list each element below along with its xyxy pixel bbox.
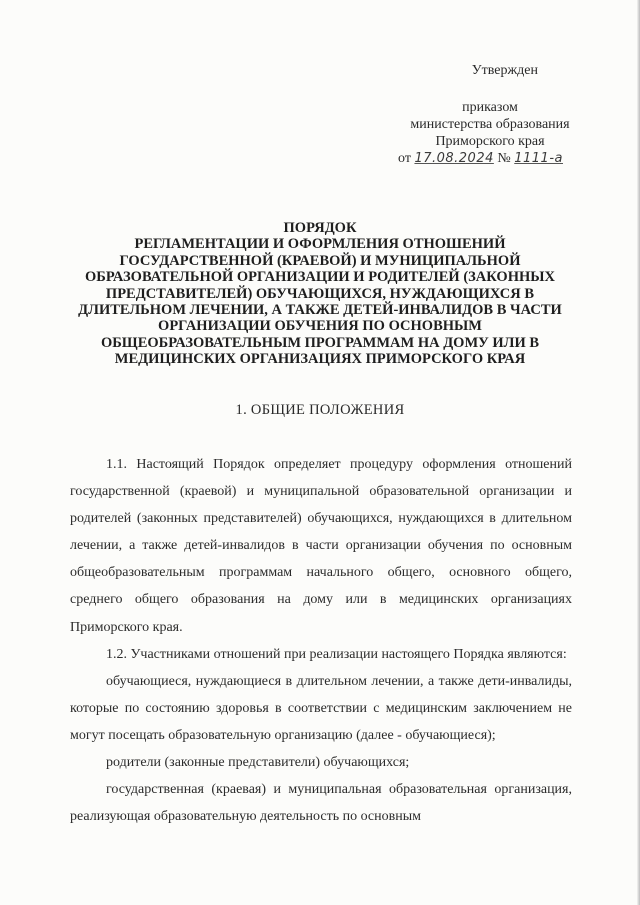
document-title (50, 220, 590, 368)
paragraph-1-2: 1.2. Участниками отношений при реализации настоящего Порядка являются: (106, 646, 567, 662)
number-label: № (497, 151, 511, 166)
handwritten-number: 1111-а (514, 151, 563, 166)
paragraph-participants-parents: родители (законные представители) обучающихся; (106, 755, 410, 771)
paragraph-participants-organization: государственная (краевая) и муниципальная образовательная организация, реализующая образовательную деятельность по основным (70, 782, 572, 825)
document-body (70, 451, 572, 830)
title-line-1: ПОРЯДОК (283, 220, 357, 236)
order-date-number-line (390, 150, 590, 167)
order-line-3: Приморского края (435, 134, 545, 149)
title-line-5: ПРЕДСТАВИТЕЛЕЙ) ОБУЧАЮЩИХСЯ, НУЖДАЮЩИХСЯ В (105, 285, 535, 302)
title-line-2: РЕГЛАМЕНТАЦИИ И ОФОРМЛЕНИЯ ОТНОШЕНИЙ (134, 236, 506, 253)
title-line-7: ОРГАНИЗАЦИИ ОБУЧЕНИЯ ПО ОСНОВНЫМ (158, 318, 482, 335)
paragraph-participants-students: обучающиеся, нуждающиеся в длительном лечении, а также дети-инвалиды, которые по состоянию здоровья в соответствии с медицинским заключением не могут посещать образовательную организацию (далее - обучающиеся); (70, 673, 572, 743)
handwritten-date: 17.08.2024 (414, 151, 494, 166)
approval-stamp-block (390, 62, 590, 167)
section-heading: 1. ОБЩИЕ ПОЛОЖЕНИЯ (235, 402, 405, 418)
title-line-3: ГОСУДАРСТВЕННОЙ (КРАЕВОЙ) И МУНИЦИПАЛЬНОЙ (119, 252, 521, 269)
title-line-4: ОБРАЗОВАТЕЛЬНОЙ ОРГАНИЗАЦИИ И РОДИТЕЛЕЙ (ЗАКОННЫХ (85, 269, 555, 286)
title-line-6: ДЛИТЕЛЬНОМ ЛЕЧЕНИИ, А ТАКЖЕ ДЕТЕЙ-ИНВАЛИДОВ В ЧАСТИ (78, 302, 562, 319)
from-label: от (398, 151, 411, 166)
paragraph-1-1: 1.1. Настоящий Порядок определяет процедуру оформления отношений государственной (краевой) и муниципальной образовательной организации и родителей (законных представителей) обучающихся, нуждающихся в длительном лечении, а также детей-инвалидов в части организации обучения по основным общеобразовательным программам начального общего, основного общего, среднего общего образования на дому или в медицинских организациях Приморского края. (70, 457, 572, 635)
title-line-8: ОБЩЕОБРАЗОВАТЕЛЬНЫМ ПРОГРАММАМ НА ДОМУ ИЛИ В (100, 334, 540, 351)
approved-label: Утвержден (471, 63, 538, 78)
title-line-9: МЕДИЦИНСКИХ ОРГАНИЗАЦИЯХ ПРИМОРСКОГО КРАЯ (114, 351, 526, 368)
order-line-2: министерства образования (410, 117, 570, 132)
order-line-1: приказом (462, 100, 518, 115)
